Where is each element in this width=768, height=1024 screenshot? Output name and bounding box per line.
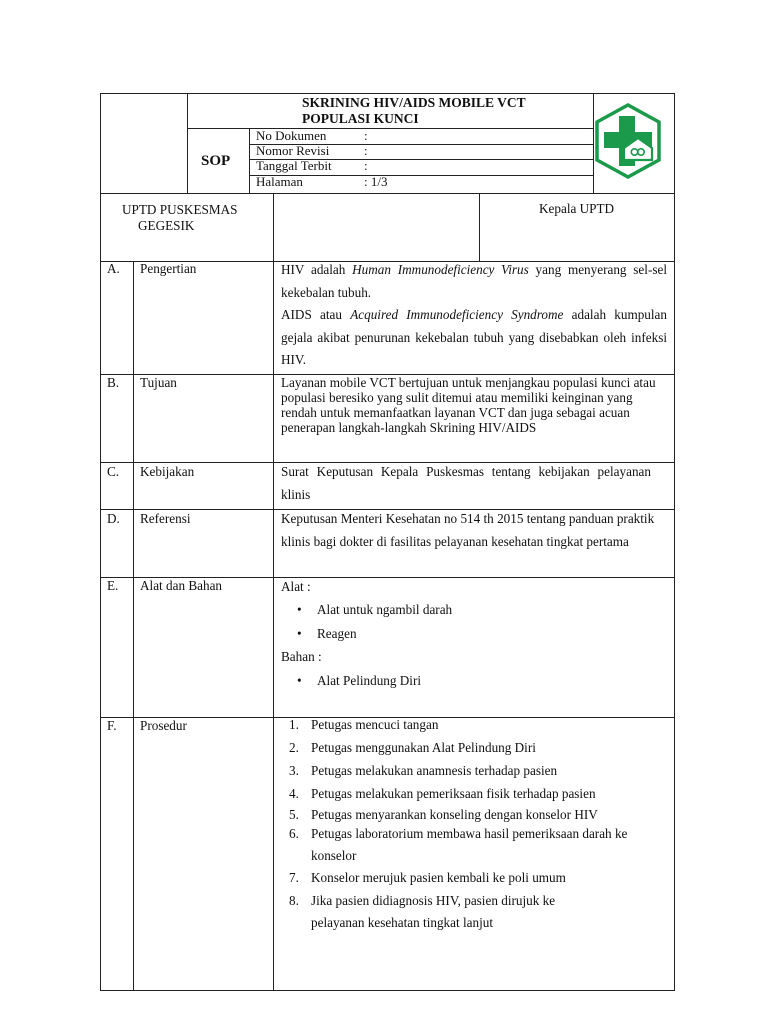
alat-list — [281, 598, 667, 646]
section-a-definition-aids: AIDS atau Acquired Immunodeficiency Syndrome adalah kumpulan gejala akibat penurunan kekebalan tubuh yang disebabkan oleh infeksi HIV. — [281, 307, 668, 367]
meta-tanggal-terbit-value: : — [364, 158, 368, 173]
meta-no-dokumen-value: : — [364, 128, 368, 143]
document-title — [302, 95, 592, 127]
section-c-letter: C. — [107, 464, 120, 479]
list-item: 2. Petugas menggunakan Alat Pelindung Diri — [289, 740, 536, 755]
alat-label: Alat : — [281, 579, 311, 594]
procedure-steps — [279, 717, 669, 934]
org-name-line-2: GEGESIK — [138, 218, 195, 233]
section-f-content — [279, 717, 669, 934]
section-b-title: Tujuan — [140, 375, 177, 390]
list-item: • Reagen — [281, 622, 667, 646]
meta-nomor-revisi-value: : — [364, 143, 368, 158]
list-item: • Alat Pelindung Diri — [281, 669, 667, 693]
sop-label: SOP — [201, 153, 231, 169]
section-c-text: Surat Keputusan Kepala Puskesmas tentang kebijakan pelayanan klinis — [281, 464, 651, 502]
section-a-letter: A. — [107, 261, 120, 276]
section-f-title: Prosedur — [140, 718, 187, 733]
org-name — [122, 202, 237, 234]
org-name-line-1: UPTD PUSKESMAS — [122, 202, 238, 217]
section-b-letter: B. — [107, 375, 120, 390]
section-a-content — [281, 259, 667, 372]
section-e-content — [281, 577, 667, 693]
section-c-title: Kebijakan — [140, 464, 195, 479]
signatory-label: Kepala UPTD — [539, 201, 615, 216]
list-item: 4. Petugas melakukan pemeriksaan fisik terhadap pasien — [289, 786, 596, 801]
meta-no-dokumen-label: No Dokumen — [256, 128, 327, 143]
bahan-list — [281, 669, 667, 693]
meta-tanggal-terbit-label: Tanggal Terbit — [256, 158, 332, 173]
section-a-definition-hiv: HIV adalah Human Immunodeficiency Virus yang menyerang sel-sel kekebalan tubuh. — [281, 262, 667, 300]
section-d-title: Referensi — [140, 511, 191, 526]
meta-nomor-revisi-label: Nomor Revisi — [256, 143, 330, 158]
list-item: 5. Petugas menyarankan konseling dengan konselor HIV — [289, 807, 598, 822]
title-line-1: SKRINING HIV/AIDS MOBILE VCT — [302, 95, 526, 110]
list-item: 6. Petugas laboratorium membawa hasil pemeriksaan darah ke konselor — [289, 826, 628, 863]
section-e-title: Alat dan Bahan — [140, 578, 223, 593]
meta-halaman-value: : 1/3 — [364, 174, 388, 189]
list-item: • Alat untuk ngambil darah — [281, 598, 667, 622]
list-item: 1. Petugas mencuci tangan — [289, 717, 439, 732]
list-item: 3. Petugas melakukan anamnesis terhadap pasien — [289, 763, 558, 778]
bahan-label: Bahan : — [281, 649, 322, 664]
list-item: 8. Jika pasien didiagnosis HIV, pasien dirujuk ke pelayanan kesehatan tingkat lanjut — [289, 893, 556, 930]
section-f-letter: F. — [107, 718, 117, 733]
section-e-letter: E. — [107, 578, 119, 593]
title-line-2: POPULASI KUNCI — [302, 111, 419, 126]
section-b-text: Layanan mobile VCT bertujuan untuk menjangkau populasi kunci atau populasi beresiko yang sulit ditemui atau memiliki keinginan yang rendah untuk memanfaatkan layanan VCT dan juga sebagai acuan penerapan langkah-langkah Skrining HIV/AIDS — [281, 375, 656, 435]
section-d-text: Keputusan Menteri Kesehatan no 514 th 2015 tentang panduan praktik klinis bagi dokter di fasilitas pelayanan kesehatan tingkat pertama — [281, 511, 655, 549]
list-item: 7. Konselor merujuk pasien kembali ke poli umum — [289, 870, 566, 885]
section-a-title: Pengertian — [140, 261, 197, 276]
section-d-letter: D. — [107, 511, 120, 526]
puskesmas-logo-icon — [594, 102, 662, 180]
meta-halaman-label: Halaman — [256, 174, 303, 189]
